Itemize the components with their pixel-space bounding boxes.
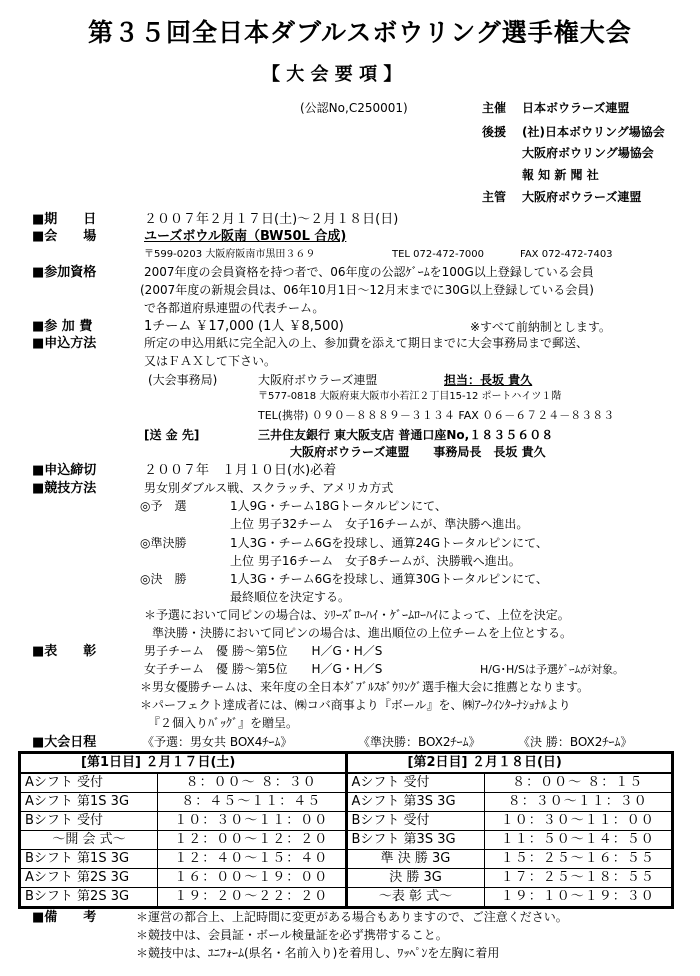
venue-address: 〒599-0203 大阪府阪南市黒田３６９ — [144, 249, 316, 260]
competition-label: ■競技方法 — [32, 481, 97, 496]
eligibility-line-1: 2007年度の会員資格を持つ者で、06年度の公認ｹﾞｰﾑを100G以上登録している会員 — [144, 265, 594, 279]
organizer-name-sponsor-3: 報 知 新 聞 社 — [522, 168, 599, 182]
day1-time: １０：３０～１１：００ — [158, 812, 347, 831]
eligibility-line-2: (2007年度の新規会員は、06年10月1日～12月末までに30G以上登録している会員) — [140, 283, 594, 297]
office-label: (大会事務局) — [148, 373, 218, 387]
office-address: 〒577-0818 大阪府東大阪市小若江２丁目15-12 ポートハイツ１階 — [258, 391, 562, 402]
table-row — [20, 869, 673, 888]
tie-note-2: 準決勝・決勝において同ピンの場合は、進出順位の上位チームを上位とする。 — [152, 626, 573, 640]
schedule-label: ■大会日程 — [32, 735, 97, 750]
office-contact: 担当：長坂 貴久 — [444, 373, 533, 387]
table-row — [20, 812, 673, 831]
fee-note: ※すべて前納制とします。 — [470, 320, 611, 334]
remarks-label: ■備 考 — [32, 910, 97, 925]
eligibility-label: ■参加資格 — [32, 265, 97, 280]
organizer-name-host: 日本ボウラーズ連盟 — [522, 101, 630, 115]
application-line-2: 又はＦＡＸして下さい。 — [144, 354, 277, 368]
day1-header: [第1日目] ２月１７日(土) — [20, 753, 347, 774]
stage-semifinal-line-2: 上位 男子16チーム 女子8チームが、決勝戦へ進出。 — [230, 554, 521, 568]
day1-label: Bシフト 第2S 3G — [20, 888, 158, 908]
certification-number: (公認No,C250001) — [300, 101, 408, 115]
day2-label: Bシフト 受付 — [346, 812, 484, 831]
remit-label: [送 金 先] — [144, 428, 200, 442]
day1-time: １９：２０～２２：２０ — [158, 888, 347, 908]
organizer-name-sponsor-1: (社)日本ボウリング場協会 — [522, 125, 665, 139]
page-title: 第３５回全日本ダブルスボウリング選手権大会 — [88, 18, 632, 47]
day2-time: １０：３０～１１：００ — [484, 812, 673, 831]
awards-women: 女子チーム 優 勝～第5位 H／G・H／S — [144, 662, 383, 676]
day1-time: １６：００～１９：００ — [158, 869, 347, 888]
schedule-qualifier: 《予選：男女共 BOX4ﾁｰﾑ》 — [142, 735, 293, 749]
table-row — [20, 793, 673, 812]
awards-men: 男子チーム 優 勝～第5位 H／G・H／S — [144, 644, 383, 658]
remarks-line-1: ＊運営の都合上、上記時間に変更がある場合もありますので、ご注意ください。 — [136, 910, 568, 924]
day2-label: Bシフト 第3S 3G — [346, 831, 484, 850]
day1-label: Aシフト 第1S 3G — [20, 793, 158, 812]
awards-note-3: 『２個入りﾊﾞｯｸﾞ』を贈呈。 — [148, 716, 299, 730]
venue-label: ■会 場 — [32, 229, 97, 244]
table-row — [20, 831, 673, 850]
day1-label: ～開 会 式～ — [20, 831, 158, 850]
stage-final-name: ◎決 勝 — [140, 572, 187, 586]
application-label: ■申込方法 — [32, 336, 97, 351]
awards-note-1: ＊男女優勝チームは、来年度の全日本ﾀﾞﾌﾞﾙｽﾎﾞｳﾘﾝｸﾞ選手権大会に推薦となります。 — [140, 680, 590, 694]
table-row — [20, 773, 673, 793]
venue-fax: FAX 072-472-7403 — [520, 249, 613, 260]
day2-header: [第2日目] ２月１８日(日) — [346, 753, 673, 774]
day1-label: Bシフト 受付 — [20, 812, 158, 831]
organizer-role-sponsor: 後援 — [482, 125, 507, 139]
stage-semifinal-line-1: 1人3G・チーム6Gを投球し、通算24Gトータルピンにて、 — [230, 536, 548, 550]
competition-intro: 男女別ダブルス戦、スクラッチ、アメリカ方式 — [144, 481, 394, 495]
day2-time: １７：２５～１８：５５ — [484, 869, 673, 888]
eligibility-line-3: で各都道府県連盟の代表チーム。 — [144, 301, 325, 315]
day2-label: ～表 彰 式～ — [346, 888, 484, 908]
application-line-1: 所定の申込用紙に完全記入の上、参加費を添えて期日までに大会事務局まで郵送、 — [144, 336, 589, 350]
fee-label: ■参 加 費 — [32, 319, 93, 334]
organizer-role-manager: 主管 — [482, 190, 507, 204]
day1-time: ８：４５～１１：４５ — [158, 793, 347, 812]
fee-value: 1チーム ￥17,000 (1人 ￥8,500) — [144, 319, 344, 334]
day1-time: ８：００～ ８：３０ — [158, 773, 347, 793]
stage-final-line-2: 最終順位を決定する。 — [230, 590, 351, 604]
deadline-value: ２００７年 １月１０日(水)必着 — [144, 463, 337, 478]
stage-qualifier-line-1: 1人9G・チーム18Gトータルピンにて、 — [230, 499, 447, 513]
awards-hg-note: H/G･H/Sは予選ｹﾞｰﾑが対象。 — [480, 663, 624, 676]
day1-label: Bシフト 第1S 3G — [20, 850, 158, 869]
day2-time: １１：５０～１４：５０ — [484, 831, 673, 850]
day2-time: ８：００～ ８：１５ — [484, 773, 673, 793]
awards-label: ■表 彰 — [32, 644, 97, 659]
day2-time: １５：２５～１６：５５ — [484, 850, 673, 869]
organizer-role-host: 主催 — [482, 101, 507, 115]
table-row — [20, 850, 673, 869]
day2-time: ８：３０～１１：３０ — [484, 793, 673, 812]
office-phone: TEL(携帯) ０９０－８８８９－３１３４ FAX ０６－６７２４－８３８３ — [258, 409, 615, 422]
organizer-name-manager: 大阪府ボウラーズ連盟 — [522, 190, 642, 204]
page-subtitle: 【 大 会 要 項 】 — [262, 64, 402, 85]
deadline-label: ■申込締切 — [32, 463, 97, 478]
period-value: ２００７年２月１７日(土)～２月１８日(日) — [144, 212, 399, 227]
venue-tel: TEL 072-472-7000 — [392, 249, 485, 260]
schedule-final: 《決 勝：BOX2ﾁｰﾑ》 — [518, 735, 633, 749]
remarks-line-2: ＊競技中は、会員証・ボール検量証を必ず携帯すること。 — [136, 928, 448, 942]
schedule-header-row — [20, 753, 673, 774]
stage-qualifier-line-2: 上位 男子32チーム 女子16チームが、準決勝へ進出。 — [230, 517, 529, 531]
schedule-semifinal: 《準決勝：BOX2ﾁｰﾑ》 — [358, 735, 481, 749]
day2-label: Aシフト 受付 — [346, 773, 484, 793]
day2-label: 決 勝 3G — [346, 869, 484, 888]
tie-note-1: ＊予選において同ピンの場合は、ｼﾘｰｽﾞﾛｰﾊｲ・ｹﾞｰﾑﾛｰﾊｲによって、上位を決定。 — [144, 608, 570, 622]
remit-name: 大阪府ボウラーズ連盟 事務局長 長坂 貴久 — [290, 445, 546, 459]
remarks-line-3: ＊競技中は、ﾕﾆﾌｫｰﾑ(県名・名前入り)を着用し、ﾜｯﾍﾟﾝを左胸に着用 — [136, 946, 500, 960]
office-name: 大阪府ボウラーズ連盟 — [258, 373, 378, 387]
venue-name: ユーズボウル阪南（BW50L 合成) — [144, 229, 347, 244]
day1-label: Aシフト 受付 — [20, 773, 158, 793]
day2-label: 準 決 勝 3G — [346, 850, 484, 869]
day1-label: Aシフト 第2S 3G — [20, 869, 158, 888]
day1-time: １２：４０～１５：４０ — [158, 850, 347, 869]
schedule-table — [18, 751, 674, 909]
awards-note-2: ＊パーフェクト達成者には、㈱コバ商事より『ボール』を、㈱ｱｰｸｲﾝﾀｰﾅｼｮﾅﾙより — [140, 698, 571, 712]
stage-qualifier-name: ◎予 選 — [140, 499, 187, 513]
day2-label: Aシフト 第3S 3G — [346, 793, 484, 812]
remit-bank: 三井住友銀行 東大阪支店 普通口座No,１８３５６０８ — [258, 428, 554, 442]
table-row — [20, 888, 673, 908]
day2-time: １９：１０～１９：３０ — [484, 888, 673, 908]
period-label: ■期 日 — [32, 212, 97, 227]
stage-semifinal-name: ◎準決勝 — [140, 536, 187, 550]
day1-time: １２：００～１２：２０ — [158, 831, 347, 850]
organizer-name-sponsor-2: 大阪府ボウリング場協会 — [522, 146, 654, 160]
stage-final-line-1: 1人3G・チーム6Gを投球し、通算30Gトータルピンにて、 — [230, 572, 548, 586]
